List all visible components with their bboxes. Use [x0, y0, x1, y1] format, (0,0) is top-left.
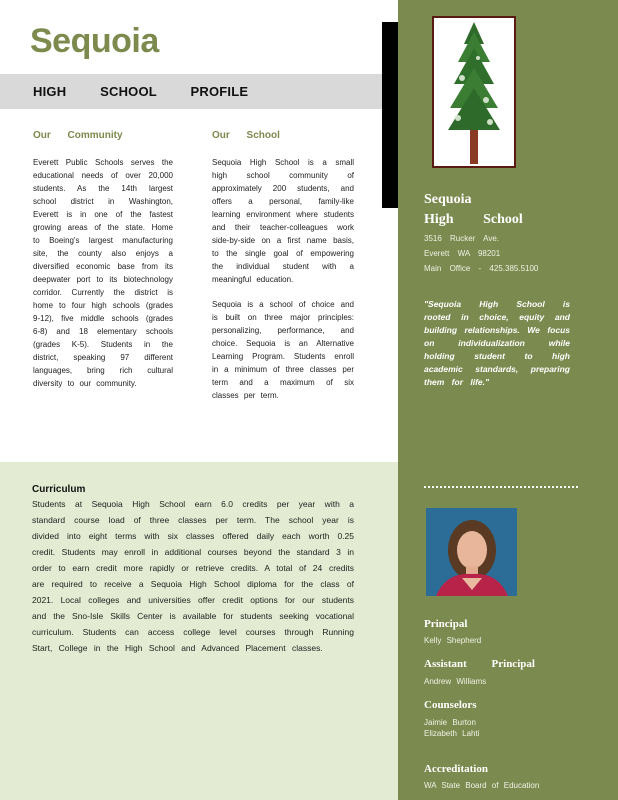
counselor-1: Jaimie Burton: [424, 718, 476, 727]
tree-frame: [432, 16, 516, 168]
page-title: Sequoia: [30, 22, 159, 60]
school-section: [212, 129, 354, 414]
address-street: 3516 Rucker Ave.: [424, 234, 500, 243]
curriculum-heading: Curriculum: [32, 484, 86, 495]
community-body: Everett Public Schools serves the educational needs of over 20,000 students. As the 14th largest school district in Washington, Everett is in one of the fastest growing areas of the state. Home to Boeing's largest manufacturing site, the county also enjoys a diversified economic base from its deepwater port to its biotechnology corridor. Currently the district is home to four high schools (grades 9-12), five middle schools (grades 6-8) and 18 elementary schools (grades K-5). Students in the district, speaking 97 different languages, bring rich cultural diversity to our community.: [33, 158, 173, 388]
school-body-1: Sequoia High School is a small high school community of approximately 200 students, and offers a personal, family-like learning environment where students and their teacher-colleagues work side-by-side on a first name basis, to the single goal of empowering the individual student with a meaningful education.: [212, 158, 354, 284]
counselors-label: Counselors: [424, 699, 477, 711]
principal-photo: [426, 508, 517, 596]
portrait-image: [426, 508, 517, 596]
curriculum-section: [32, 483, 354, 656]
mission-quote: "Sequoia High School is rooted in choice, equity and building relationships. We focus on individualization while holding student to high academic standards, preparing them for life.": [424, 299, 570, 387]
sidebar-school-name: [424, 190, 523, 230]
accreditation-value: WA State Board of Education: [424, 781, 540, 790]
dotted-divider: [424, 486, 578, 488]
school-heading: Our School: [212, 130, 280, 141]
address-city: Everett WA 98201: [424, 249, 501, 258]
address-block: [424, 231, 538, 276]
community-section: [33, 129, 173, 402]
accreditation-label: Accreditation: [424, 763, 488, 775]
principal-name: Kelly Shepherd: [424, 636, 482, 645]
counselor-2: Elizabeth Lahti: [424, 729, 480, 738]
assistant-principal-name: Andrew Williams: [424, 677, 487, 686]
sequoia-tree-icon: [434, 18, 514, 166]
assistant-principal-label: Assistant Principal: [424, 658, 535, 670]
school-name-line2: High School: [424, 212, 523, 227]
community-heading: Our Community: [33, 130, 123, 141]
school-body-2: Sequoia is a school of choice and is built on three major principles: personalizing, performance, and choice. Sequoia is an Alternative Learning Program. Students enroll in a minimum of three classes per term and a maximum of six classes per term.: [212, 300, 354, 400]
curriculum-body: Students at Sequoia High School earn 6.0 credits per year with a standard course load of three classes per term. The school year is divided into eight terms with six classes offered daily each worth 0.25 credit. Students may enroll in additional courses beyond the standard 3 in order to earn credit more rapidly or retrieve credits. A total of 24 credits are required to receive a Sequoia High School diploma for the class of 2021. Local colleges and universities offer credit options for our students and the Sno-Isle Skills Center is available for students seeking vocational curriculum. Students can access college level courses through Running Start, College in the High School and Advanced Placement classes.: [32, 499, 354, 653]
school-name-line1: Sequoia: [424, 192, 472, 207]
profile-subtitle: HIGH SCHOOL PROFILE: [33, 84, 249, 99]
principal-label: Principal: [424, 618, 468, 630]
main-office-phone: Main Office - 425.385.5100: [424, 264, 539, 273]
